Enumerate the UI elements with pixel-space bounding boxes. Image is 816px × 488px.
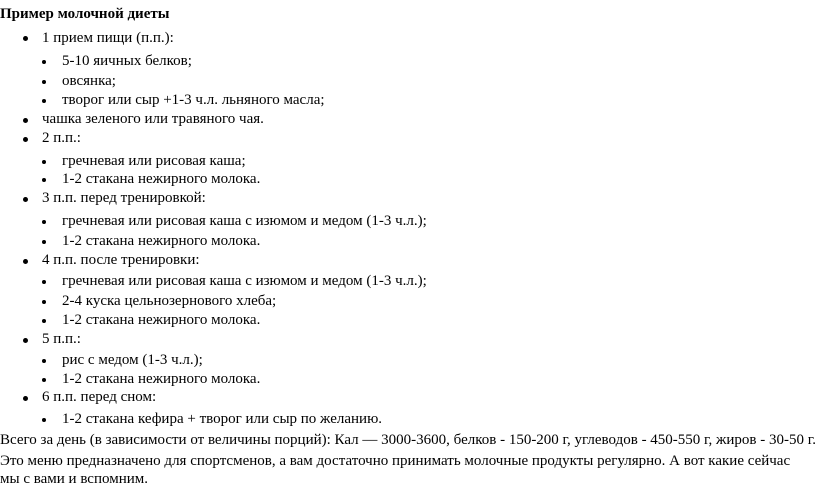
bullet-icon — [42, 160, 46, 164]
bullet-icon — [42, 378, 46, 382]
bullet-icon — [23, 338, 28, 343]
bullet-icon — [23, 137, 28, 142]
closing-paragraph: Это меню предназначено для спортсменов, а вам достаточно принимать молочные продукты регулярно. А вот какие сейчас мы с вами и вспомним. — [0, 453, 791, 487]
bullet-icon — [42, 220, 46, 224]
bullet-icon — [42, 99, 46, 103]
bullet-icon — [42, 240, 46, 244]
meal-1-label: 1 прием пищи (п.п.): — [42, 30, 174, 46]
bullet-icon — [42, 280, 46, 284]
bullet-icon — [23, 36, 28, 41]
meal-1-item-1: 5-10 яичных белков; — [62, 53, 192, 69]
meal-5-item-1: рис с медом (1-3 ч.л.); — [62, 352, 203, 368]
bullet-icon — [42, 319, 46, 323]
bullet-icon — [42, 300, 46, 304]
bullet-icon — [42, 60, 46, 64]
meal-3-item-1: гречневая или рисовая каша с изюмом и медом (1-3 ч.л.); — [62, 213, 427, 229]
daily-summary: Всего за день (в зависимости от величины порций): Кал — 3000-3600, белков - 150-200 г, углеводов - 450-550 г, жиров - 30-50 г. — [0, 432, 816, 448]
page-title: Пример молочной диеты — [0, 6, 170, 22]
bullet-icon — [42, 418, 46, 422]
meal-2-item-1: гречневая или рисовая каша; — [62, 153, 246, 169]
meal-2-label: 2 п.п.: — [42, 130, 81, 146]
meal-4-item-3: 1-2 стакана нежирного молока. — [62, 312, 261, 328]
bullet-icon — [42, 178, 46, 182]
meal-4-item-2: 2-4 куска цельнозернового хлеба; — [62, 293, 277, 309]
meal-2-item-2: 1-2 стакана нежирного молока. — [62, 171, 261, 187]
bullet-icon — [23, 396, 28, 401]
meal-5-label: 5 п.п.: — [42, 331, 81, 347]
meal-6-label: 6 п.п. перед сном: — [42, 389, 157, 405]
meal-1-item-3: творог или сыр +1-3 ч.л. льняного масла; — [62, 92, 325, 108]
bullet-icon — [23, 118, 28, 123]
bullet-icon — [42, 359, 46, 363]
bullet-icon — [23, 259, 28, 264]
bullet-icon — [42, 80, 46, 84]
meal-4-item-1: гречневая или рисовая каша с изюмом и медом (1-3 ч.л.); — [62, 273, 427, 289]
meal-6-item-1: 1-2 стакана кефира + творог или сыр по желанию. — [62, 411, 383, 427]
meal-1-item-2: овсянка; — [62, 73, 116, 89]
meal-4-label: 4 п.п. после тренировки: — [42, 252, 200, 268]
meal-5-item-2: 1-2 стакана нежирного молока. — [62, 371, 261, 387]
meal-3-label: 3 п.п. перед тренировкой: — [42, 190, 206, 206]
tea-item: чашка зеленого или травяного чая. — [42, 111, 264, 127]
bullet-icon — [23, 197, 28, 202]
meal-3-item-2: 1-2 стакана нежирного молока. — [62, 233, 261, 249]
